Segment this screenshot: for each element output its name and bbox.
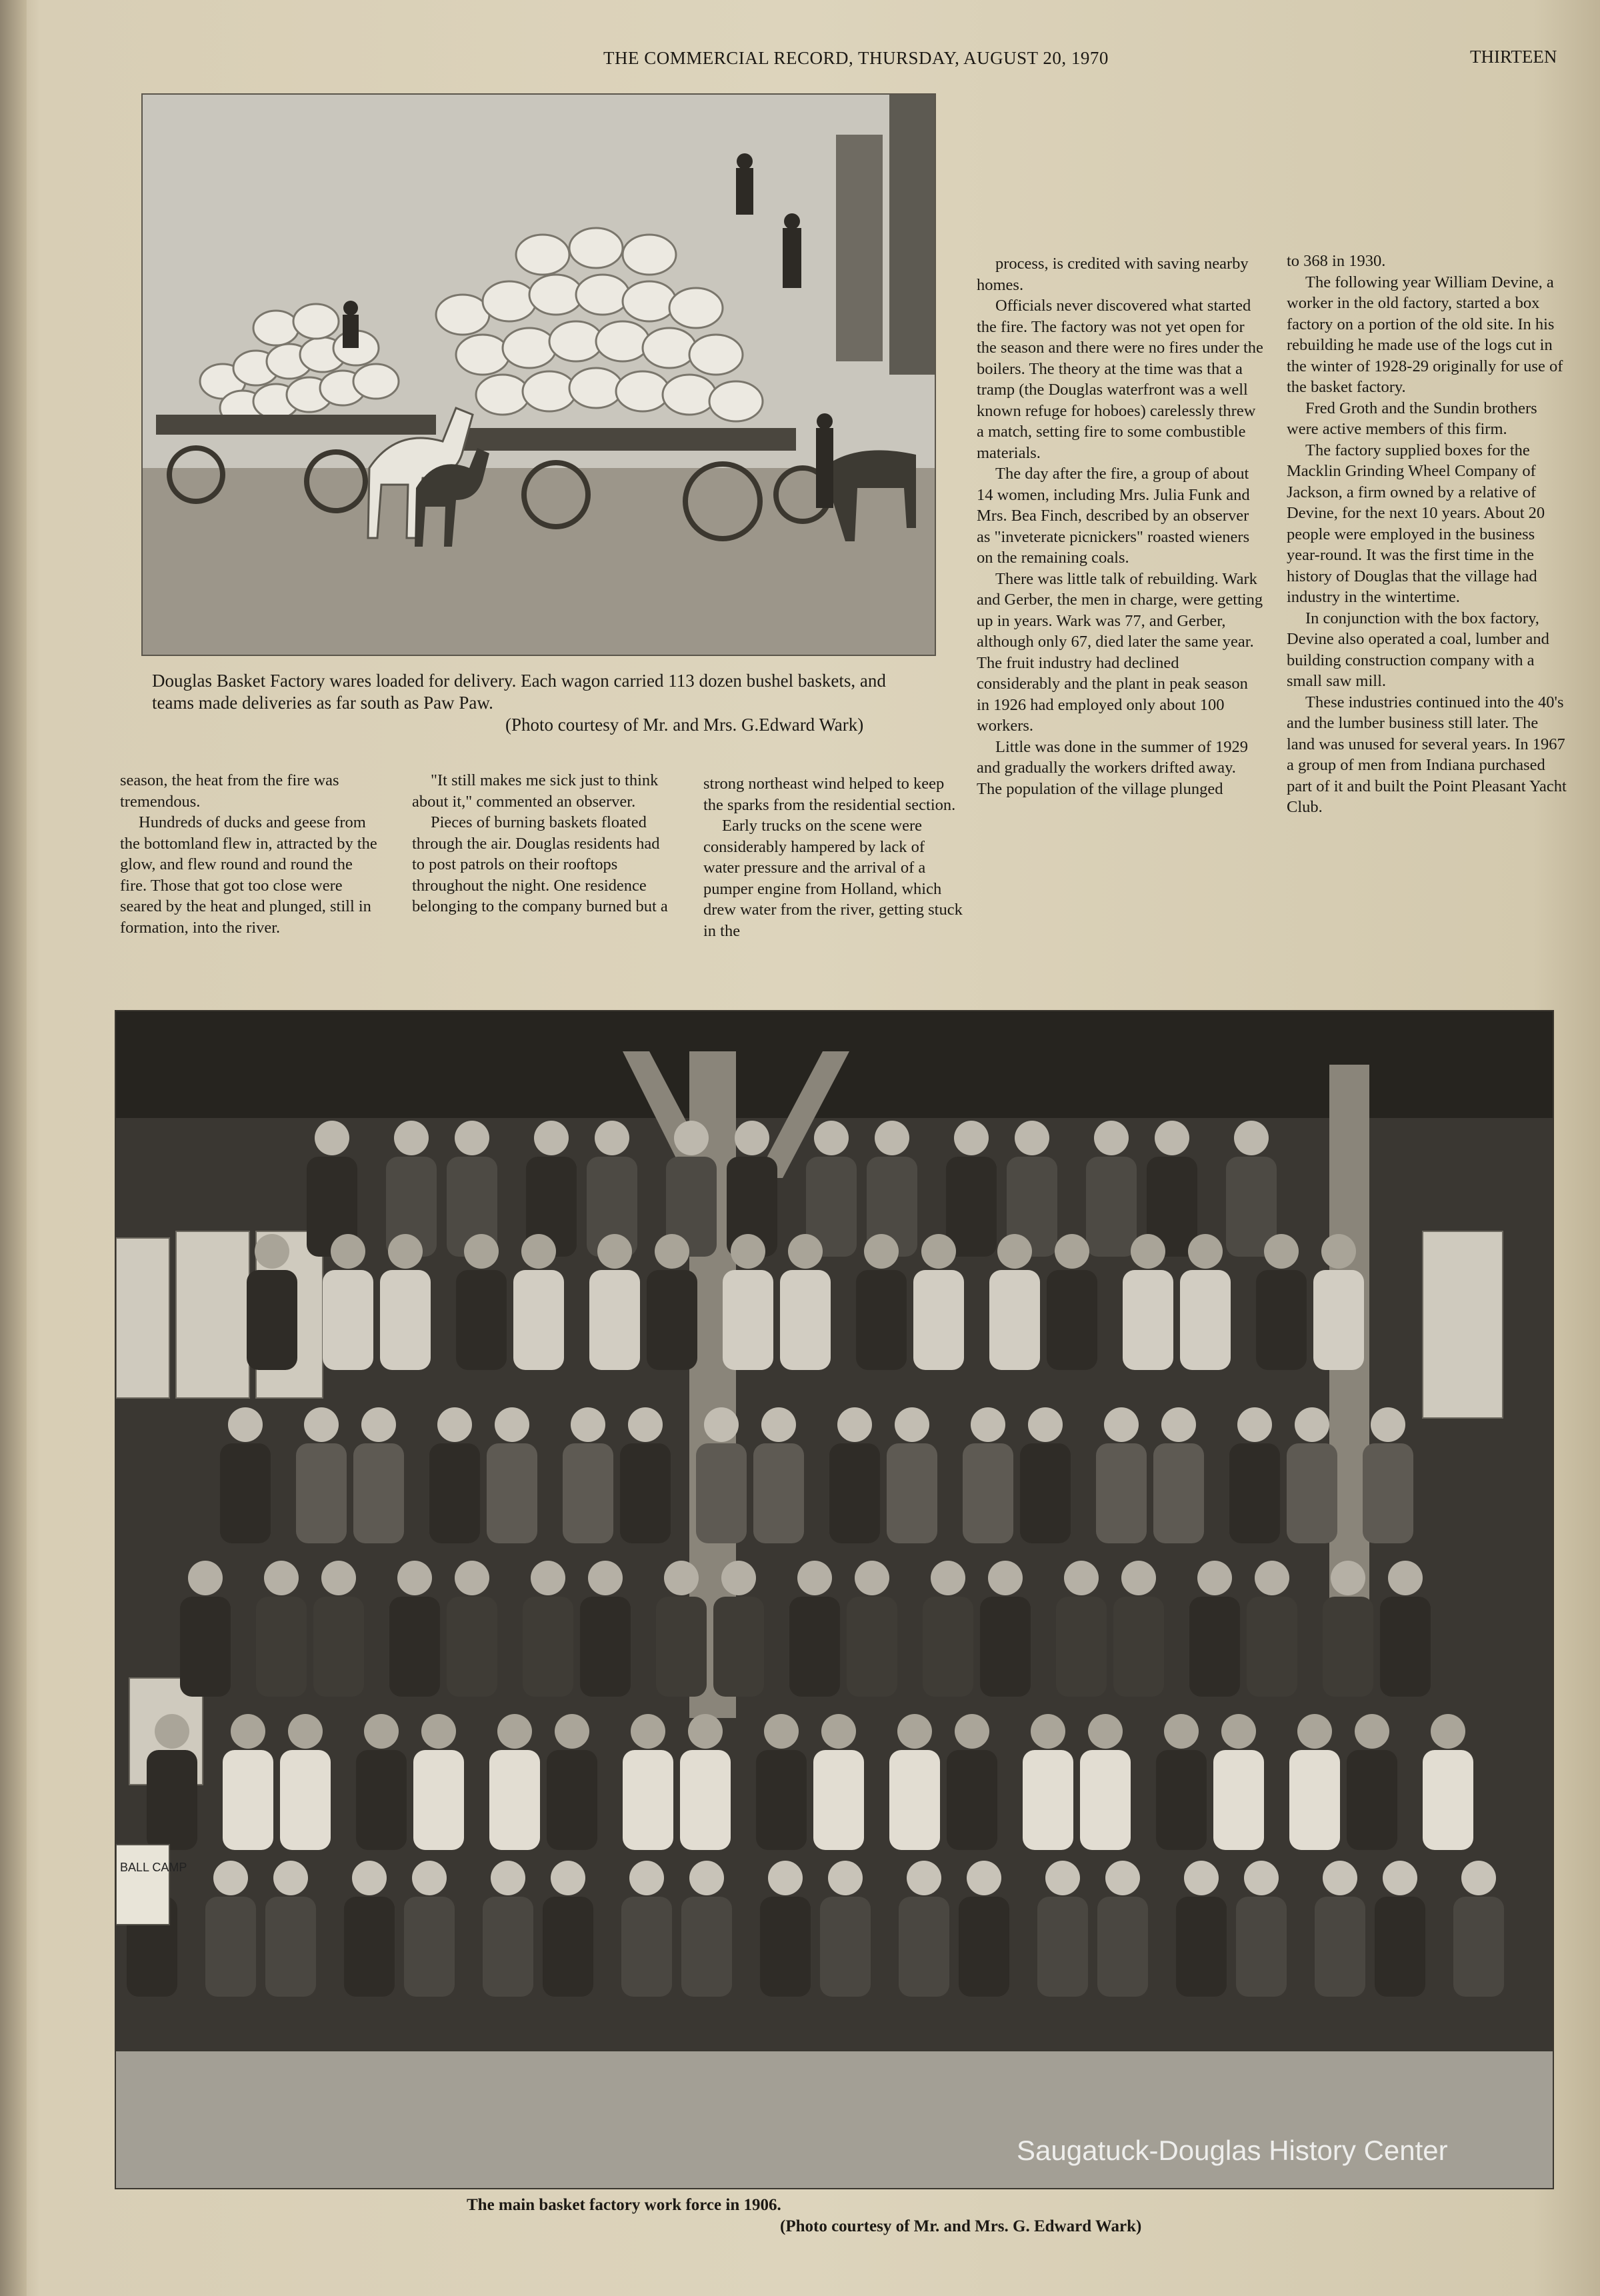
- worker-head: [364, 1714, 399, 1749]
- worker-body: [1453, 1897, 1504, 1997]
- worker-head: [1088, 1714, 1123, 1749]
- worker-head: [895, 1407, 929, 1442]
- worker-body: [780, 1270, 831, 1370]
- worker-head: [814, 1121, 849, 1155]
- worker-body: [389, 1597, 440, 1697]
- worker-body: [147, 1750, 197, 1850]
- worker-head: [731, 1234, 765, 1269]
- photo-work-force-1906: [115, 1010, 1554, 2189]
- worker-head: [1461, 1861, 1496, 1895]
- worker-body: [847, 1597, 897, 1697]
- worker-body: [1047, 1270, 1097, 1370]
- worker-head: [595, 1121, 629, 1155]
- worker-head: [213, 1861, 248, 1895]
- worker-body: [813, 1750, 864, 1850]
- worker-head: [464, 1234, 499, 1269]
- paragraph: season, the heat from the fire was tremendous.: [120, 771, 339, 811]
- paragraph: Early trucks on the scene were considerably hampered by lack of water pressure and the arrival of a pumper engine from Holland, which drew water from the river, getting stuck in the: [703, 817, 963, 940]
- worker-body: [1123, 1270, 1173, 1370]
- worker-head: [855, 1561, 889, 1595]
- worker-body: [1080, 1750, 1131, 1850]
- photo-bottom-credit: (Photo courtesy of Mr. and Mrs. G. Edward Wark): [780, 2217, 1142, 2235]
- worker-head: [1237, 1407, 1272, 1442]
- paragraph: Hundreds of ducks and geese from the bottomland flew in, attracted by the glow, and flew round and round the fire. Those that got too close were seared by the heat and plunged, still in formation, into the river.: [120, 813, 377, 937]
- worker-head: [521, 1234, 556, 1269]
- worker-head: [188, 1561, 223, 1595]
- worker-head: [1244, 1861, 1279, 1895]
- worker-body: [456, 1270, 507, 1370]
- worker-body: [913, 1270, 964, 1370]
- worker-head: [864, 1234, 899, 1269]
- worker-body: [580, 1597, 631, 1697]
- worker-head: [394, 1121, 429, 1155]
- worker-head: [954, 1121, 989, 1155]
- worker-body: [180, 1597, 231, 1697]
- worker-head: [455, 1561, 489, 1595]
- worker-head: [988, 1561, 1023, 1595]
- worker-body: [980, 1597, 1031, 1697]
- worker-head: [897, 1714, 932, 1749]
- worker-body: [1315, 1897, 1365, 1997]
- worker-head: [255, 1234, 289, 1269]
- worker-body: [621, 1897, 672, 1997]
- worker-head: [1383, 1861, 1417, 1895]
- worker-head: [1161, 1407, 1196, 1442]
- worker-head: [361, 1407, 396, 1442]
- worker-body: [404, 1897, 455, 1997]
- paragraph: Little was done in the summer of 1929 and gradually the workers drifted away. The population of the village plunged: [977, 737, 1248, 798]
- worker-head: [967, 1861, 1001, 1895]
- worker-body: [1180, 1270, 1231, 1370]
- photo-top-caption: [152, 670, 919, 736]
- worker-body: [1153, 1443, 1204, 1543]
- worker-body: [1380, 1597, 1431, 1697]
- worker-body: [323, 1270, 373, 1370]
- paragraph: "It still makes me sick just to think about it," commented an observer.: [412, 771, 659, 811]
- worker-body: [356, 1750, 407, 1850]
- worker-head: [388, 1234, 423, 1269]
- work-force-photo-illustration: [116, 1011, 1553, 2188]
- worker-head: [875, 1121, 909, 1155]
- worker-body: [1189, 1597, 1240, 1697]
- worker-body: [313, 1597, 364, 1697]
- worker-body: [820, 1897, 871, 1997]
- worker-body: [680, 1750, 731, 1850]
- worker-head: [1015, 1121, 1049, 1155]
- article-column-2: [412, 770, 672, 917]
- worker-head: [1104, 1407, 1139, 1442]
- worker-head: [764, 1714, 799, 1749]
- worker-body: [1097, 1897, 1148, 1997]
- worker-head: [1297, 1714, 1332, 1749]
- worker-head: [721, 1561, 756, 1595]
- worker-body: [353, 1443, 404, 1543]
- worker-head: [588, 1561, 623, 1595]
- worker-body: [413, 1750, 464, 1850]
- worker-head: [231, 1714, 265, 1749]
- worker-body: [1247, 1597, 1297, 1697]
- worker-body: [647, 1270, 697, 1370]
- worker-head: [1323, 1861, 1357, 1895]
- worker-body: [1287, 1443, 1337, 1543]
- worker-body: [1289, 1750, 1340, 1850]
- worker-body: [620, 1443, 671, 1543]
- paragraph: strong northeast wind helped to keep the sparks from the residential section.: [703, 775, 956, 814]
- worker-head: [664, 1561, 699, 1595]
- worker-body: [223, 1750, 273, 1850]
- worker-head: [155, 1714, 189, 1749]
- worker-head: [1028, 1407, 1063, 1442]
- worker-head: [531, 1561, 565, 1595]
- worker-head: [1371, 1407, 1405, 1442]
- worker-head: [321, 1561, 356, 1595]
- photo-top-credit: (Photo courtesy of Mr. and Mrs. G.Edward Wark): [505, 715, 864, 735]
- worker-head: [534, 1121, 569, 1155]
- worker-body: [623, 1750, 673, 1850]
- worker-body: [723, 1270, 773, 1370]
- worker-body: [380, 1270, 431, 1370]
- worker-head: [491, 1861, 525, 1895]
- paragraph: There was little talk of rebuilding. Wark and Gerber, the men in charge, were getting up in years. Wark was 77, and Gerber, although only 67, died later the same year. The fruit industry had declined considerably and the plant in peak season in 1926 had employed only about 100 workers.: [977, 569, 1263, 735]
- worker-head: [455, 1121, 489, 1155]
- worker-head: [797, 1561, 832, 1595]
- worker-body: [1313, 1270, 1364, 1370]
- worker-head: [1331, 1561, 1365, 1595]
- worker-head: [495, 1407, 529, 1442]
- worker-body: [344, 1897, 395, 1997]
- worker-head: [1221, 1714, 1256, 1749]
- paragraph: Fred Groth and the Sundin brothers were active members of this firm.: [1287, 399, 1537, 438]
- worker-body: [280, 1750, 331, 1850]
- worker-head: [821, 1714, 856, 1749]
- worker-body: [256, 1597, 307, 1697]
- worker-body: [1113, 1597, 1164, 1697]
- worker-head: [628, 1407, 663, 1442]
- worker-head: [1131, 1234, 1165, 1269]
- worker-body: [1156, 1750, 1207, 1850]
- worker-head: [288, 1714, 323, 1749]
- worker-head: [631, 1714, 665, 1749]
- worker-body: [1256, 1270, 1307, 1370]
- worker-body: [563, 1443, 613, 1543]
- worker-head: [1197, 1561, 1232, 1595]
- worker-head: [655, 1234, 689, 1269]
- worker-body: [489, 1750, 540, 1850]
- worker-body: [713, 1597, 764, 1697]
- paragraph: process, is credited with saving nearby homes.: [977, 255, 1249, 294]
- worker-head: [1431, 1714, 1465, 1749]
- masthead-title: THE COMMERCIAL RECORD, THURSDAY, AUGUST 20, 1970: [603, 48, 1109, 68]
- worker-body: [265, 1897, 316, 1997]
- worker-head: [689, 1861, 724, 1895]
- worker-body: [429, 1443, 480, 1543]
- worker-head: [735, 1121, 769, 1155]
- worker-body: [899, 1897, 949, 1997]
- worker-head: [971, 1407, 1005, 1442]
- worker-head: [1045, 1861, 1080, 1895]
- worker-head: [437, 1407, 472, 1442]
- worker-body: [447, 1597, 497, 1697]
- worker-body: [1229, 1443, 1280, 1543]
- worker-body: [946, 1157, 997, 1257]
- worker-head: [397, 1561, 432, 1595]
- worker-head: [1105, 1861, 1140, 1895]
- photo-bottom-caption: [467, 2195, 1333, 2237]
- worker-head: [837, 1407, 872, 1442]
- worker-head: [1031, 1714, 1065, 1749]
- worker-body: [1363, 1443, 1413, 1543]
- article-column-3: [703, 773, 963, 941]
- article-column-5: [1287, 251, 1567, 818]
- worker-head: [1055, 1234, 1089, 1269]
- paragraph: The day after the fire, a group of about 14 women, including Mrs. Julia Funk and Mrs. Bea Finch, described by an observer as "inveterate picnickers" roasted wieners on the remaining coals.: [977, 465, 1250, 567]
- worker-head: [674, 1121, 709, 1155]
- worker-head: [228, 1407, 263, 1442]
- worker-body: [1056, 1597, 1107, 1697]
- worker-head: [273, 1861, 308, 1895]
- worker-head: [768, 1861, 803, 1895]
- worker-head: [761, 1407, 796, 1442]
- paragraph: Pieces of burning baskets floated through the air. Douglas residents had to post patrols on their rooftops throughout the night. One residence belonging to the company burned but a: [412, 813, 668, 915]
- worker-head: [551, 1861, 585, 1895]
- worker-head: [1255, 1561, 1289, 1595]
- worker-body: [887, 1443, 937, 1543]
- worker-head: [1355, 1714, 1389, 1749]
- paragraph: to 368 in 1930.: [1287, 252, 1386, 270]
- worker-body: [963, 1443, 1013, 1543]
- worker-head: [1184, 1861, 1219, 1895]
- worker-body: [856, 1270, 907, 1370]
- worker-body: [1086, 1157, 1137, 1257]
- worker-head: [1188, 1234, 1223, 1269]
- worker-head: [1155, 1121, 1189, 1155]
- worker-body: [1375, 1897, 1425, 1997]
- worker-body: [220, 1443, 271, 1543]
- worker-head: [331, 1234, 365, 1269]
- worker-body: [1176, 1897, 1227, 1997]
- sign-text: BALL CAMP: [120, 1861, 187, 1874]
- worker-body: [1037, 1897, 1088, 1997]
- worker-head: [1388, 1561, 1423, 1595]
- paragraph: These industries continued into the 40's and the lumber business still later. The land was unused for several years. In 1967 a group of men from Indiana purchased part of it and built the Point Pleasant Yacht Club.: [1287, 693, 1567, 816]
- worker-head: [1164, 1714, 1199, 1749]
- paragraph: Officials never discovered what started the fire. The factory was not yet open for the season and there were no fires under the boilers. The theory at the time was that a tramp (the Douglas waterfront was a well known refuge for hoboes) carelessly threw a match, setting fire to some combustible materials.: [977, 297, 1263, 462]
- worker-head: [1295, 1407, 1329, 1442]
- worker-head: [497, 1714, 532, 1749]
- worker-body: [959, 1897, 1009, 1997]
- worker-head: [788, 1234, 823, 1269]
- worker-body: [483, 1897, 533, 1997]
- article-column-4: [977, 253, 1263, 799]
- worker-body: [829, 1443, 880, 1543]
- photo-top-caption-text: Douglas Basket Factory wares loaded for delivery. Each wagon carried 113 dozen bushel baskets, and teams made deliveries as far south as Paw Paw.: [152, 671, 886, 713]
- worker-body: [789, 1597, 840, 1697]
- worker-body: [947, 1750, 997, 1850]
- worker-body: [1096, 1443, 1147, 1543]
- worker-body: [1020, 1443, 1071, 1543]
- worker-body: [656, 1597, 707, 1697]
- history-center-watermark: Saugatuck-Douglas History Center: [1017, 2135, 1448, 2166]
- worker-body: [547, 1750, 597, 1850]
- worker-body: [1213, 1750, 1264, 1850]
- worker-head: [1264, 1234, 1299, 1269]
- worker-head: [597, 1234, 632, 1269]
- worker-head: [1121, 1561, 1156, 1595]
- worker-body: [1423, 1750, 1473, 1850]
- worker-head: [704, 1407, 739, 1442]
- worker-head: [907, 1861, 941, 1895]
- worker-head: [571, 1407, 605, 1442]
- worker-head: [1321, 1234, 1356, 1269]
- paragraph: The following year William Devine, a worker in the old factory, started a box factory on a portion of the old site. In his rebuilding he made use of the logs cut in the winter of 1928-29 originally for use of the basket factory.: [1287, 273, 1563, 396]
- worker-head: [1094, 1121, 1129, 1155]
- worker-body: [989, 1270, 1040, 1370]
- article-column-1: [120, 770, 380, 938]
- worker-head: [931, 1561, 965, 1595]
- worker-head: [555, 1714, 589, 1749]
- worker-head: [688, 1714, 723, 1749]
- worker-head: [955, 1714, 989, 1749]
- worker-body: [760, 1897, 811, 1997]
- worker-head: [1064, 1561, 1099, 1595]
- worker-body: [205, 1897, 256, 1997]
- worker-body: [1023, 1750, 1073, 1850]
- worker-body: [543, 1897, 593, 1997]
- worker-body: [1347, 1750, 1397, 1850]
- page-number: THIRTEEN: [1470, 47, 1557, 67]
- worker-body: [756, 1750, 807, 1850]
- photo-basket-wagons: [141, 93, 936, 656]
- worker-body: [1236, 1897, 1287, 1997]
- worker-head: [921, 1234, 956, 1269]
- worker-head: [421, 1714, 456, 1749]
- wagon-photo-illustration: [143, 95, 935, 655]
- reverse-page-bleed: [60, 2233, 1527, 2260]
- paragraph: In conjunction with the box factory, Devine also operated a coal, lumber and building construction company with a small saw mill.: [1287, 609, 1549, 690]
- worker-head: [412, 1861, 447, 1895]
- photo-bottom-caption-text: The main basket factory work force in 1906.: [467, 2196, 781, 2214]
- worker-head: [828, 1861, 863, 1895]
- worker-head: [264, 1561, 299, 1595]
- worker-head: [629, 1861, 664, 1895]
- worker-head: [1234, 1121, 1269, 1155]
- worker-head: [997, 1234, 1032, 1269]
- worker-head: [315, 1121, 349, 1155]
- worker-body: [513, 1270, 564, 1370]
- worker-body: [487, 1443, 537, 1543]
- worker-head: [352, 1861, 387, 1895]
- worker-body: [681, 1897, 732, 1997]
- paragraph: The factory supplied boxes for the Macklin Grinding Wheel Company of Jackson, a firm owned by a relative of Devine, for the next 10 years. About 20 people were employed in the business year-round. It was the first time in the history of Douglas that the village had industry in the wintertime.: [1287, 441, 1545, 606]
- page-fold-shadow: [0, 0, 27, 2296]
- worker-body: [296, 1443, 347, 1543]
- worker-head: [304, 1407, 339, 1442]
- worker-body: [696, 1443, 747, 1543]
- worker-body: [523, 1597, 573, 1697]
- worker-body: [589, 1270, 640, 1370]
- worker-body: [889, 1750, 940, 1850]
- worker-body: [923, 1597, 973, 1697]
- worker-body: [247, 1270, 297, 1370]
- worker-body: [1323, 1597, 1373, 1697]
- worker-body: [753, 1443, 804, 1543]
